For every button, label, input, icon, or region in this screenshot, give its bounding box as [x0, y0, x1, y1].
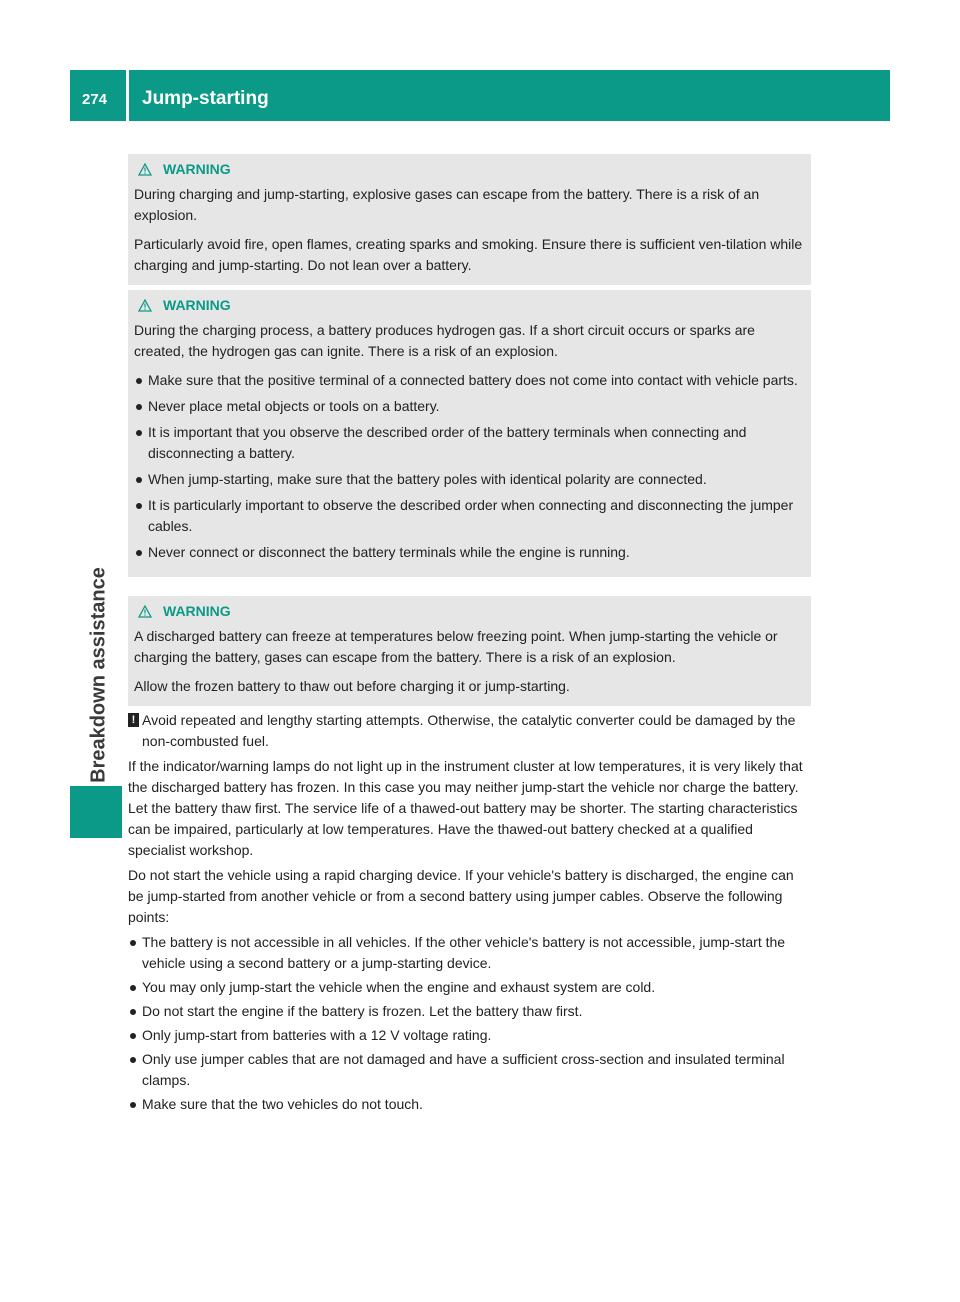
- warning-box: [128, 290, 811, 577]
- warning-label: WARNING: [163, 161, 231, 177]
- list-item: Only jump-start from batteries with a 12 V voltage rating.: [128, 1025, 811, 1046]
- section-side-marker: [70, 786, 122, 838]
- list-item: Only use jumper cables that are not damaged and have a sufficient cross-section and insulated terminal clamps.: [128, 1049, 811, 1091]
- warning-text: Particularly avoid fire, open flames, creating sparks and smoking. Ensure there is sufficient ven-tilation while charging and jump-starting. Do not lean over a battery.: [134, 236, 803, 273]
- list-item: Never connect or disconnect the battery terminals while the engine is running.: [134, 542, 803, 563]
- page-header: [70, 70, 890, 121]
- warning-triangle-icon: [138, 163, 152, 176]
- main-content: [128, 710, 811, 1118]
- warning-box: [128, 596, 811, 706]
- list-item: Make sure that the positive terminal of a connected battery does not come into contact with vehicle parts.: [134, 370, 803, 391]
- list-item: It is important that you observe the described order of the battery terminals when connecting and disconnecting a battery.: [134, 422, 803, 464]
- warning-heading: [138, 602, 803, 620]
- body-paragraph: If the indicator/warning lamps do not light up in the instrument cluster at low temperatures, it is very likely that the discharged battery has frozen. In this case you may neither jump-start the vehicle nor charge the battery. Let the battery thaw first. The service life of a thawed-out battery may be shorter. The starting characteristics can be impaired, particularly at low temperatures. Have the thawed-out battery checked at a qualified specialist workshop.: [128, 758, 803, 858]
- list-item: You may only jump-start the vehicle when the engine and exhaust system are cold.: [128, 977, 811, 998]
- list-item: The battery is not accessible in all vehicles. If the other vehicle's battery is not accessible, jump-start the vehicle using a second battery or a jump-starting device.: [128, 932, 811, 974]
- warning-text: Allow the frozen battery to thaw out before charging it or jump-starting.: [134, 678, 570, 694]
- header-divider: [126, 70, 129, 121]
- warning-text: During the charging process, a battery produces hydrogen gas. If a short circuit occurs or sparks are created, the hydrogen gas can ignite. There is a risk of an explosion.: [134, 322, 755, 359]
- warning-label: WARNING: [163, 297, 231, 313]
- warning-box: [128, 154, 811, 285]
- warning-label: WARNING: [163, 603, 231, 619]
- body-bullet-list: [128, 932, 811, 1115]
- list-item: Never place metal objects or tools on a battery.: [134, 396, 803, 417]
- list-item: It is particularly important to observe the described order when connecting and disconnecting the jumper cables.: [134, 495, 803, 537]
- body-paragraph: Do not start the vehicle using a rapid charging device. If your vehicle's battery is discharged, the engine can be jump-started from another vehicle or from a second battery using jumper cables. Observe the following points:: [128, 867, 794, 925]
- warning-heading: [138, 296, 803, 314]
- warning-triangle-icon: [138, 605, 152, 618]
- list-item: When jump-starting, make sure that the battery poles with identical polarity are connected.: [134, 469, 803, 490]
- warning-text: A discharged battery can freeze at temperatures below freezing point. When jump-starting the vehicle or charging the battery, gases can escape from the battery. There is a risk of an explosion.: [134, 628, 778, 665]
- notice: [128, 710, 811, 752]
- section-side-label-text: Breakdown assistance: [87, 567, 110, 783]
- notice-text: Avoid repeated and lengthy starting attempts. Otherwise, the catalytic converter could be damaged by the non-combusted fuel.: [142, 712, 796, 749]
- warning-text: During charging and jump-starting, explosive gases can escape from the battery. There is a risk of an explosion.: [134, 186, 760, 223]
- page-title: Jump-starting: [142, 88, 269, 109]
- section-side-label: [81, 560, 117, 790]
- page-number: 274: [82, 91, 108, 108]
- warning-triangle-icon: [138, 299, 152, 312]
- warning-bullet-list: [134, 370, 803, 563]
- warning-heading: [138, 160, 803, 178]
- list-item: Make sure that the two vehicles do not touch.: [128, 1094, 811, 1115]
- exclamation-icon: !: [128, 713, 139, 727]
- list-item: Do not start the engine if the battery is frozen. Let the battery thaw first.: [128, 1001, 811, 1022]
